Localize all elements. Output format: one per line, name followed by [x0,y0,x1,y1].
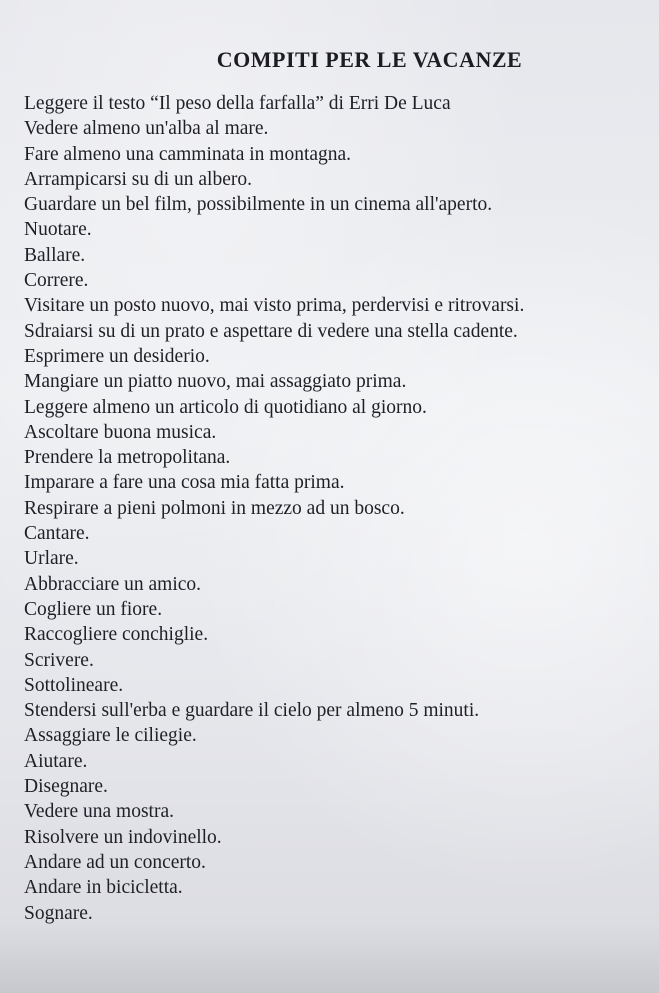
list-item: Assaggiare le ciliegie. [24,725,197,747]
list-item: Correre. [24,270,89,292]
list-item: Leggere almeno un articolo di quotidiano al giorno. [24,396,427,418]
list-item: Esprimere un desiderio. [24,345,210,367]
list-item: Scrivere. [24,649,94,671]
list-item: Ascoltare buona musica. [24,421,217,443]
list-item: Andare ad un concerto. [24,851,206,873]
task-list [24,91,639,926]
list-item: Aiutare. [24,750,88,772]
list-item: Stendersi sull'erba e guardare il cielo per almeno 5 minuti. [24,700,480,722]
list-item: Sdraiarsi su di un prato e aspettare di vedere una stella cadente. [24,320,518,342]
list-item: Visitare un posto nuovo, mai visto prima, perdervisi e ritrovarsi. [24,295,525,317]
list-item: Disegnare. [24,776,108,798]
list-item: Cantare. [24,523,90,545]
photo-shadow [0,923,659,993]
list-item: Andare in bicicletta. [24,877,183,899]
list-item: Abbracciare un amico. [24,573,202,595]
list-item: Urlare. [24,548,79,570]
list-item: Arrampicarsi su di un albero. [24,168,252,190]
list-item: Leggere il testo “Il peso della farfalla” di Erri De Luca [24,93,451,114]
list-item: Ballare. [24,244,86,266]
list-item: Vedere almeno un'alba al mare. [24,118,269,140]
list-item: Mangiare un piatto nuovo, mai assaggiato prima. [24,371,407,393]
list-item: Cogliere un fiore. [24,598,163,620]
list-item: Guardare un bel film, possibilmente in un cinema all'aperto. [24,194,493,216]
list-item: Risolvere un indovinello. [24,826,222,848]
list-item: Respirare a pieni polmoni in mezzo ad un bosco. [24,497,405,519]
list-item: Fare almeno una camminata in montagna. [24,143,352,165]
list-item: Sognare. [24,902,93,924]
list-item: Nuotare. [24,219,92,241]
list-item: Imparare a fare una cosa mia fatta prima. [24,472,345,494]
list-item: Raccogliere conchiglie. [24,624,209,646]
list-item: Sottolineare. [24,674,124,696]
document-title: COMPITI PER LE VACANZE [216,47,523,72]
list-item: Vedere una mostra. [24,801,174,823]
list-item: Prendere la metropolitana. [24,447,231,469]
